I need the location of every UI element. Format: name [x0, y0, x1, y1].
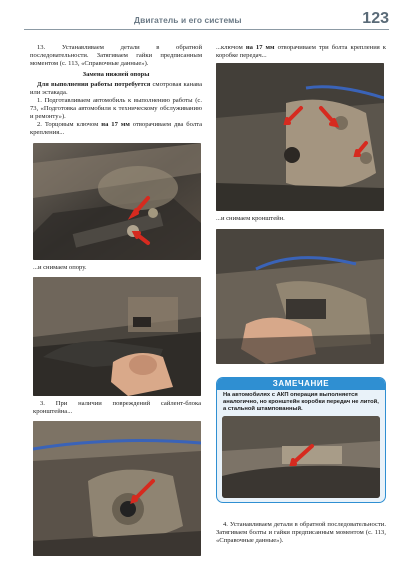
final-step-block	[216, 521, 386, 545]
step-2-a: 2. Торцовым ключом	[37, 121, 102, 128]
step-2-c: отворачиваем два болта крепления...	[30, 121, 203, 136]
page-number: 123	[362, 10, 389, 27]
caption-1: ...и снимаем опору.	[33, 264, 87, 271]
page-header	[24, 11, 389, 31]
caption-top	[216, 44, 386, 60]
caption-2: 3. При наличии повреждений сайлент-блока кронштейна...	[33, 400, 201, 415]
cap-top-c: отворачиваем три болта крепления к коробке передач...	[216, 44, 386, 59]
step-2-b: на 17 мм	[101, 121, 130, 128]
section-heading: Замена нижней опоры	[82, 71, 150, 78]
photo-hand-support	[33, 277, 201, 396]
caption-remove-bracket	[216, 215, 386, 223]
header-rule	[24, 29, 389, 30]
photo-bracket-hand	[216, 229, 384, 364]
cap-top-a: ...ключом	[216, 44, 246, 51]
section-title: Двигатель и его системы	[134, 15, 242, 25]
requirements-rest: смотровая канава или эстакада.	[30, 81, 202, 96]
requirements-bold: Для выполнения работы потребуется	[37, 81, 151, 88]
note-photo-stamped-bracket	[222, 416, 380, 498]
caption-mid: ...и снимаем кронштейн.	[216, 215, 285, 222]
photo-gearbox-bolts	[216, 63, 384, 211]
note-title: ЗАМЕЧАНИЕ	[217, 378, 385, 390]
requirements-text	[30, 81, 202, 97]
photo-bolts-support	[33, 143, 201, 260]
step-1-text: 1. Подготавливаем автомобиль к выполнению работы (с. 73, «Подготовка автомобиля к техническому обслуживанию и ремонту»).	[30, 97, 202, 120]
step-13-text: 13. Устанавливаем детали в обратной последовательности. Затягиваем гайки предписанным моментом (с. 113, «Справочные данные»).	[30, 44, 202, 67]
step-4-text: 4. Устанавливаем детали в обратной последовательности. Затягиваем болты и гайки предписанным моментом (с. 113, «Справочные данные»).	[216, 521, 386, 544]
caption-three-bolts	[216, 44, 386, 60]
note-box	[216, 377, 386, 503]
photo-silentblock	[33, 421, 201, 556]
cap-top-b: на 17 мм	[245, 44, 275, 51]
caption-remove-support	[33, 264, 201, 272]
left-text-block	[30, 44, 202, 137]
step-2-text	[30, 121, 202, 137]
caption-silentblock	[33, 400, 201, 416]
note-text: На автомобилях с АКП операция выполняется аналогично, но кронштейн коробки передач не литой, а стальной штампованный.	[223, 392, 379, 412]
